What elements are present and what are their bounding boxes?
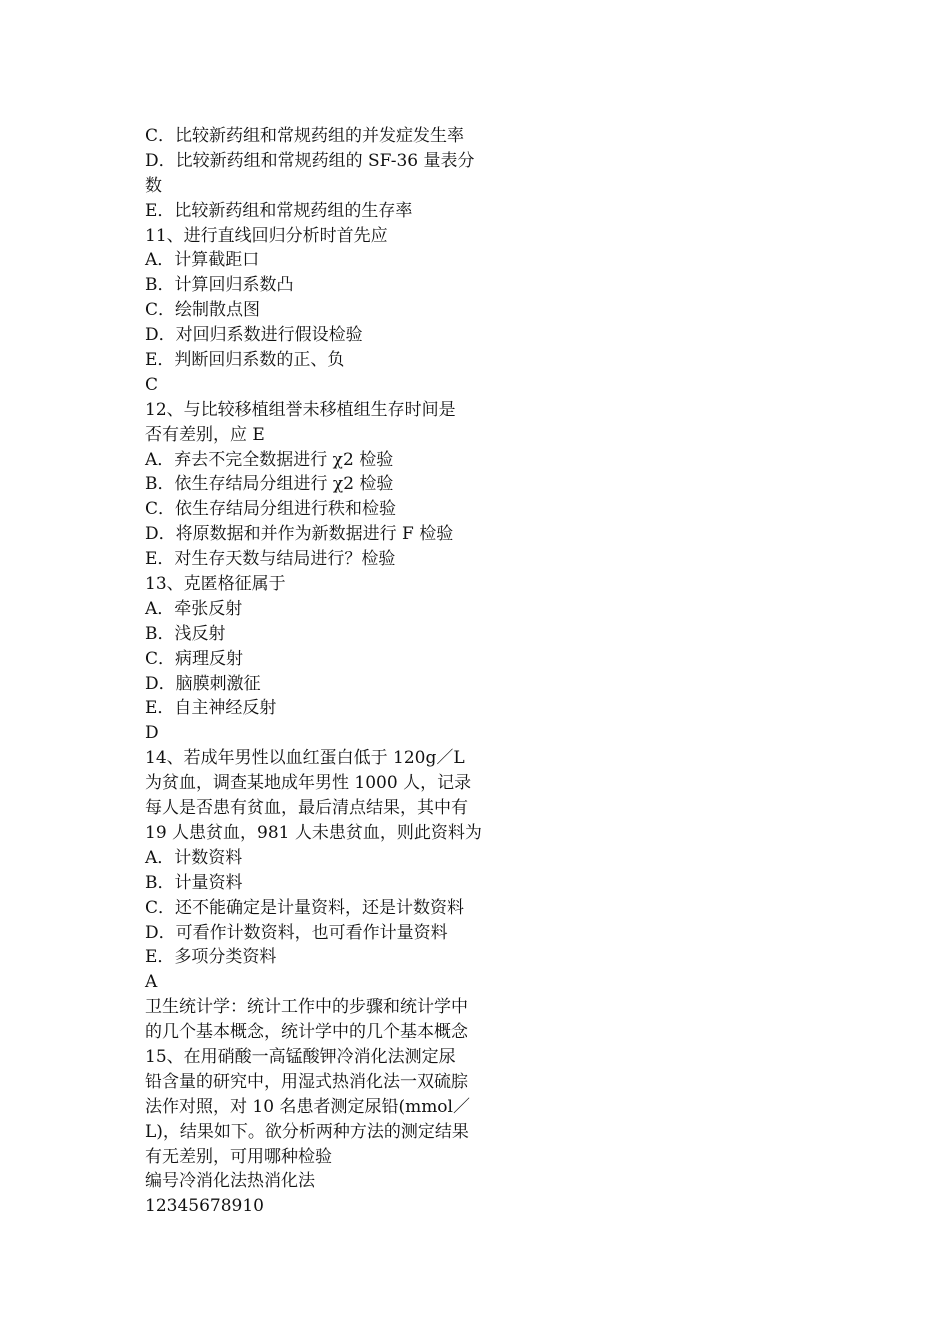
answer-line: D — [145, 723, 159, 744]
option-line: C．依生存结局分组进行秩和检验 — [145, 499, 397, 520]
option-line: D．对回归系数进行假设检验 — [145, 325, 363, 346]
question-13-stem: 13、克匿格征属于 — [145, 574, 286, 595]
table-row-line: 12345678910 — [145, 1196, 264, 1217]
answer-line: C — [145, 374, 159, 395]
text-line: 否有差别，应 E — [145, 424, 265, 445]
text-line: C．比较新药组和常规药组的并发症发生率 — [145, 126, 465, 146]
option-line: C．病理反射 — [145, 648, 244, 669]
text-line: 法作对照，对 10 名患者测定尿铅(mmol／ — [145, 1096, 470, 1117]
option-line: A．牵张反射 — [145, 598, 243, 619]
table-header-line: 编号冷消化法热消化法 — [145, 1171, 315, 1192]
option-line: A．计算截距口 — [145, 250, 260, 271]
option-line: C．还不能确定是计量资料，还是计数资料 — [145, 897, 465, 918]
option-line: A．计数资料 — [145, 847, 243, 868]
text-line: L)，结果如下。欲分析两种方法的测定结果 — [145, 1121, 469, 1142]
option-line: D．可看作计数资料，也可看作计量资料 — [145, 922, 448, 943]
text-line: 有无差别，可用哪种检验 — [145, 1146, 332, 1167]
option-line: B．计量资料 — [145, 872, 243, 893]
option-line: A．弃去不完全数据进行 χ2 检验 — [145, 449, 394, 470]
section-heading: 的几个基本概念，统计学中的几个基本概念 — [145, 1022, 468, 1043]
text-line: 数 — [145, 175, 162, 196]
section-heading: 卫生统计学：统计工作中的步骤和统计学中 — [145, 997, 468, 1018]
text-line: 为贫血，调查某地成年男性 1000 人，记录 — [145, 773, 472, 794]
question-15-stem: 15、在用硝酸一高锰酸钾冷消化法测定尿 — [145, 1046, 456, 1067]
question-12-stem: 12、与比较移植组誉未移植组生存时间是 — [145, 399, 456, 420]
document-page — [145, 124, 515, 1219]
option-line: B．计算回归系数凸 — [145, 275, 294, 296]
option-line: E．对生存天数与结局进行？检验 — [145, 549, 396, 570]
option-line: B．依生存结局分组进行 χ2 检验 — [145, 474, 394, 495]
text-line: E．比较新药组和常规药组的生存率 — [145, 200, 413, 221]
text-line: D．比较新药组和常规药组的 SF-36 量表分 — [145, 150, 475, 171]
option-line: E．判断回归系数的正、负 — [145, 350, 345, 371]
text-line: 19 人患贫血，981 人未患贫血，则此资料为 — [145, 822, 482, 843]
option-line: C．绘制散点图 — [145, 300, 261, 321]
option-line: D．脑膜刺激征 — [145, 673, 261, 694]
answer-line: A — [145, 972, 158, 993]
option-line: E．多项分类资料 — [145, 947, 277, 968]
option-line: D．将原数据和并作为新数据进行 F 检验 — [145, 524, 454, 545]
text-line: 铅含量的研究中，用湿式热消化法一双硫腙 — [145, 1071, 468, 1092]
option-line: E．自主神经反射 — [145, 698, 277, 719]
text-line: 每人是否患有贫血，最后清点结果，其中有 — [145, 798, 468, 819]
option-line: B．浅反射 — [145, 623, 226, 644]
question-14-stem: 14、若成年男性以血红蛋白低于 120g／L — [145, 748, 465, 769]
question-11-stem: 11、进行直线回归分析时首先应 — [145, 225, 388, 246]
